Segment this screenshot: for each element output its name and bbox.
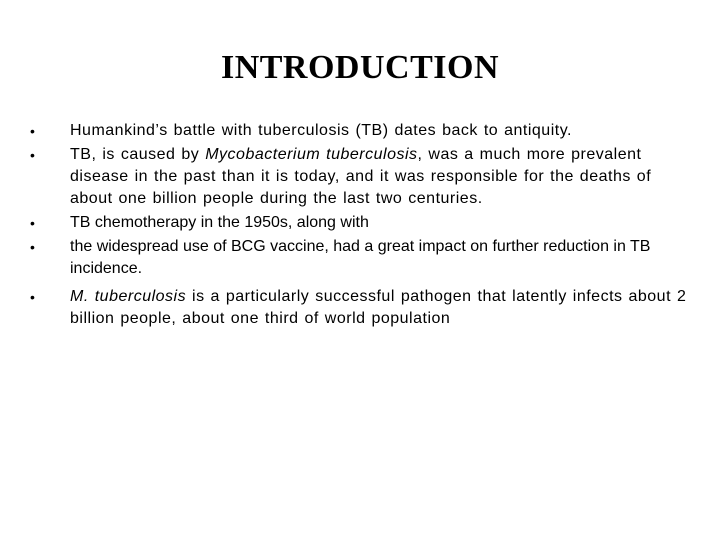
- bullet-text: is a particularly successful pathogen that latently infects about 2 billion people, about one third of world population: [70, 288, 687, 327]
- bullet-text: Humankind’s battle with tuberculosis (TB) dates back to antiquity.: [70, 122, 572, 139]
- bullet-italic-text: Mycobacterium tuberculosis: [205, 146, 418, 163]
- bullet-item-4: [30, 236, 690, 280]
- bullet-dot-icon: •: [30, 239, 35, 255]
- bullet-text: TB chemotherapy in the 1950s, along with: [70, 214, 369, 231]
- bullet-text: the widespread use of BCG vaccine, had a great impact on further reduction in TB incidence.: [70, 238, 651, 277]
- bullet-text: , was a much more prevalent disease in the past than it is today, and it was responsible for the deaths of about one billion people during the last two centuries.: [70, 146, 652, 207]
- bullet-item-3: [30, 212, 690, 234]
- bullet-dot-icon: •: [30, 123, 36, 139]
- slide-title: INTRODUCTION: [220, 49, 500, 86]
- bullet-list: [30, 120, 690, 330]
- bullet-item-5: [30, 286, 690, 330]
- bullet-dot-icon: •: [30, 289, 36, 305]
- bullet-item-2: [30, 144, 690, 210]
- bullet-dot-icon: •: [30, 215, 35, 231]
- bullet-item-1: [30, 120, 690, 142]
- bullet-italic-text: M. tuberculosis: [70, 288, 187, 305]
- bullet-dot-icon: •: [30, 147, 36, 163]
- bullet-text: TB, is caused by: [70, 146, 206, 163]
